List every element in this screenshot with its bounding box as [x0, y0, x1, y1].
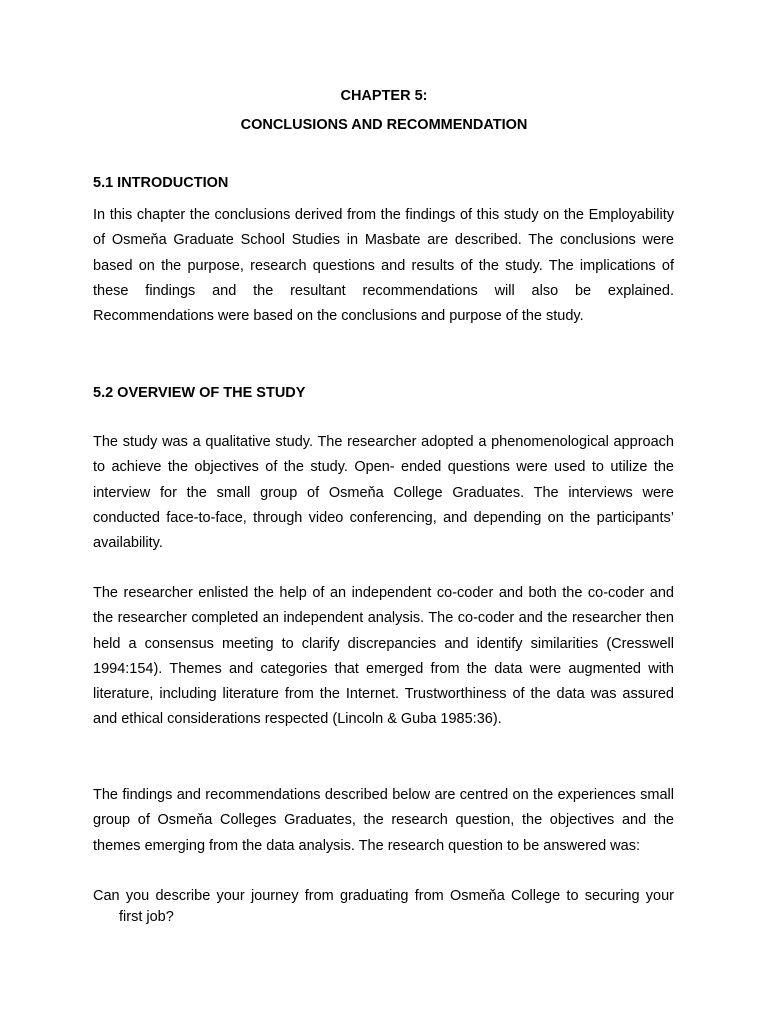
section-heading-overview: 5.2 OVERVIEW OF THE STUDY: [93, 385, 306, 401]
overview-paragraph-analysis: The researcher enlisted the help of an independent co-coder and both the co-coder and the researcher completed an independent analysis. The co-coder and the researcher then held a consensus meeting to clarify discrepancies and identify similarities (Cresswell 1994:154). Themes and categories that emerged from the data were augmented with literature, including literature from the Internet. Trustworthiness of the data was assured and ethical considerations respected (Lincoln & Guba 1985:36).: [93, 585, 674, 728]
chapter-label: CHAPTER 5:: [340, 88, 428, 104]
introduction-paragraph: In this chapter the conclusions derived from the findings of this study on the Employability of Osmeňa Graduate School Studies in Masbate are described. The conclusions were based on the purpose, research questions and results of the study. The implications of these findings and the resultant recommendations will also be explained. Recommendations were based on the conclusions and purpose of the study.: [93, 207, 674, 325]
research-question: Can you describe your journey from graduating from Osmeňa College to securing your first job?: [93, 888, 674, 925]
chapter-title: CONCLUSIONS AND RECOMMENDATION: [240, 117, 528, 133]
overview-paragraph-method: The study was a qualitative study. The researcher adopted a phenomenological approach to achieve the objectives of the study. Open- ended questions were used to utilize the interview for the small group of Osmeňa College Graduates. The interviews were conducted face-to-face, through video conferencing, and depending on the participants’ availability.: [93, 434, 674, 552]
overview-paragraph-findings: The findings and recommendations described below are centred on the experiences small group of Osmeňa Colleges Graduates, the research question, the objectives and the themes emerging from the data analysis. The research question to be answered was:: [93, 787, 674, 854]
section-heading-introduction: 5.1 INTRODUCTION: [93, 175, 229, 191]
